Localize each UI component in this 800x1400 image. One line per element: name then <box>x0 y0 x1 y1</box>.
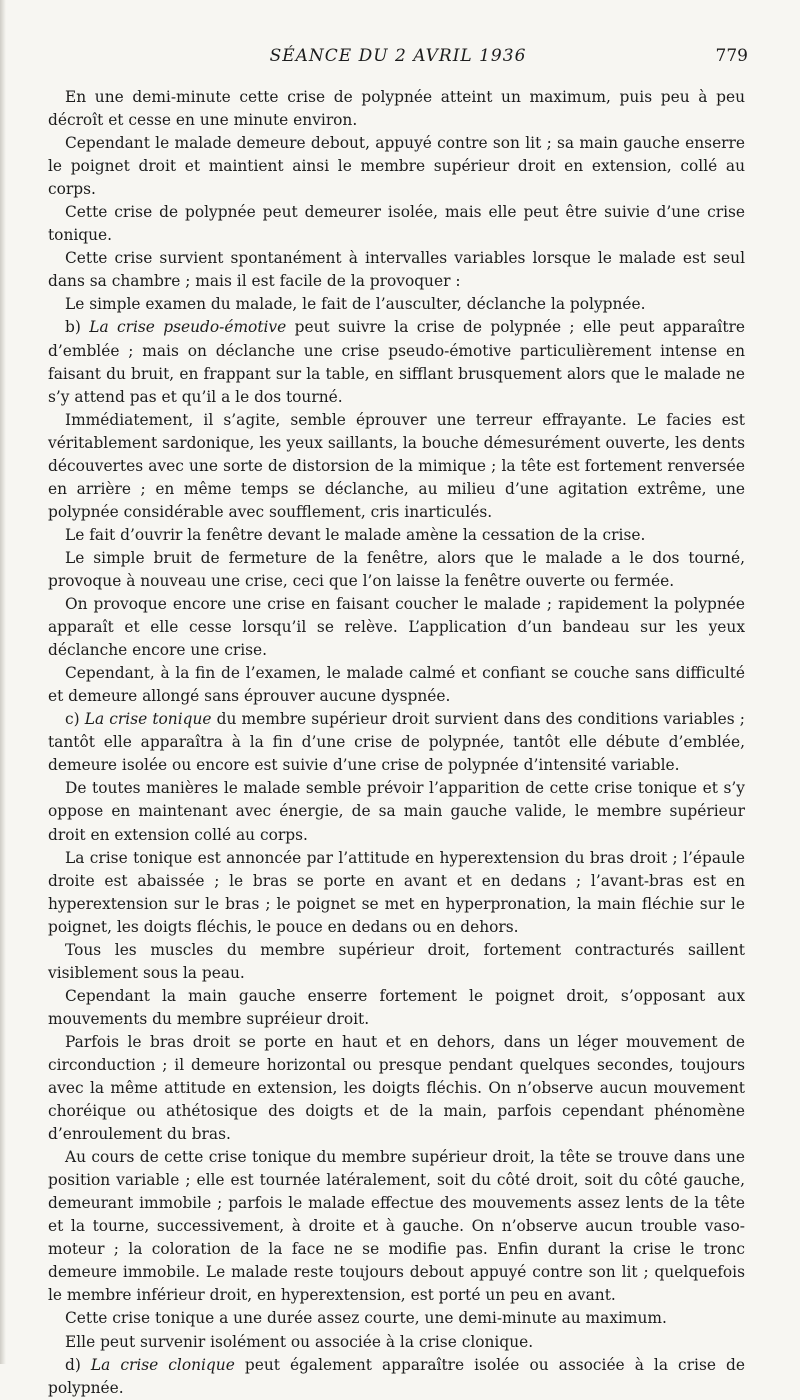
paragraph: Le simple bruit de fermeture de la fenêtre, alors que le malade a le dos tourné, provoque à nouveau une crise, ceci que l’on laisse la fenêtre ouverte ou fermée. <box>48 548 745 590</box>
section-title: La crise tonique <box>84 710 212 729</box>
paragraph: De toutes manières le malade semble prévoir l’apparition de cette crise tonique et s’y oppose en maintenant avec énergie, de sa main gauche valide, le membre supérieur droit en extension collé au corps. <box>48 779 745 844</box>
paragraph: Tous les muscles du membre supérieur droit, fortement contracturés saillent visiblement sous la peau. <box>48 940 745 982</box>
section-text: peut également apparaître isolée ou associée à la crise de polypnée. <box>48 1355 745 1397</box>
section-title: La crise pseudo-émotive <box>89 318 287 337</box>
paragraph: Cependant le malade demeure debout, appuyé contre son lit ; sa main gauche enserre le poignet droit et maintient ainsi le membre supérieur droit en extension, collé au corps. <box>48 134 745 199</box>
paragraph: En une demi-minute cette crise de polypnée atteint un maximum, puis peu à peu décroît et cesse en une minute environ. <box>48 88 745 130</box>
section-text: peut suivre la crise de polypnée ; elle peut apparaître d’emblée ; mais on déclanche une crise pseudo-émotive particulièrement intense en faisant du bruit, en frappant sur la table, en sifflant brusquement alors que le malade ne s’y attend pas et qu’il a le dos tourné. <box>48 318 745 406</box>
paragraph: Le simple examen du malade, le fait de l’ausculter, déclanche la polypnée. <box>65 295 646 314</box>
paragraph: Cette crise tonique a une durée assez courte, une demi-minute au maximum. <box>65 1309 667 1328</box>
section-marker: b) <box>65 318 81 337</box>
section-title: La crise clonique <box>90 1355 235 1374</box>
paragraph: Cependant, à la fin de l’examen, le malade calmé et confiant se couche sans difficulté et demeure allongé sans éprouver aucune dyspnée. <box>48 664 745 706</box>
paragraph: Cette crise survient spontanément à intervalles variables lorsque le malade est seul dans sa chambre ; mais il est facile de la provoquer : <box>48 249 745 291</box>
paragraph: On provoque encore une crise en faisant coucher le malade ; rapidement la polypnée apparaît et elle cesse lorsqu’il se relève. L’application d’un bandeau sur les yeux déclanche encore une crise. <box>48 595 745 660</box>
page-edge-shadow <box>0 0 6 1364</box>
section-text: du membre supérieur droit survient dans des conditions variables ; tantôt elle apparaîtra à la fin d’une crise de polypnée, tantôt elle débute d’emblée, demeure isolée ou encore est suivie d’une crise de polypnée d’intensité variable. <box>48 710 745 775</box>
page-header <box>48 46 748 70</box>
paragraph: Le fait d’ouvrir la fenêtre devant le malade amène la cessation de la crise. <box>65 525 646 544</box>
body-text <box>48 86 745 1400</box>
paragraph: Parfois le bras droit se porte en haut et en dehors, dans un léger mouvement de circonduction ; il demeure horizontal ou presque pendant quelques secondes, toujours avec la même attitude en extension, les doigts fléchis. On n’observe aucun mouvement choréique ou athétosique des doigts et de la main, parfois cependant phénomène d’enroulement du bras. <box>48 1032 745 1144</box>
paragraph-d <box>48 1354 745 1400</box>
paragraph: Cette crise de polypnée peut demeurer isolée, mais elle peut être suivie d’une crise tonique. <box>48 203 745 245</box>
paragraph-c <box>48 708 745 777</box>
section-marker: d) <box>65 1355 81 1374</box>
paragraph: Au cours de cette crise tonique du membre supérieur droit, la tête se trouve dans une position variable ; elle est tournée latéralement, soit du côté droit, soit du côté gauche, demeurant immobile ; parfois le malade effectue des mouvements assez lents de la tête et la tourne, successivement, à droite et à gauche. On n’observe aucun trouble vaso-moteur ; la coloration de la face ne se modifie pas. Enfin durant la crise le tronc demeure immobile. Le malade reste toujours debout appuyé contre son lit ; quelquefois le membre inférieur droit, en hyperextension, est porté un peu en avant. <box>48 1148 745 1305</box>
paragraph: La crise tonique est annoncée par l’attitude en hyperextension du bras droit ; l’épaule droite est abaissée ; le bras se porte en avant et en dedans ; l’avant-bras est en hyperextension sur le bras ; le poignet se met en hyperpronation, la main fléchie sur le poignet, les doigts fléchis, le pouce en dedans ou en dehors. <box>48 848 745 936</box>
paragraph: Elle peut survenir isolément ou associée à la crise clonique. <box>65 1332 534 1351</box>
paragraph-b <box>48 316 745 408</box>
section-marker: c) <box>65 710 80 729</box>
paragraph: Immédiatement, il s’agite, semble éprouver une terreur effrayante. Le facies est véritablement sardonique, les yeux saillants, la bouche démesurément ouverte, les dents découvertes avec une sorte de distorsion de la mimique ; la tête est fortement renversée en arrière ; en même temps se déclanche, au milieu d’une agitation extrême, une polypnée considérable avec soufflement, cris inarticulés. <box>48 410 745 521</box>
page-number: 779 <box>715 46 748 66</box>
running-title: SÉANCE DU 2 AVRIL 1936 <box>269 46 527 66</box>
paragraph: Cependant la main gauche enserre fortement le poignet droit, s’opposant aux mouvements du membre supréieur droit. <box>48 986 745 1028</box>
